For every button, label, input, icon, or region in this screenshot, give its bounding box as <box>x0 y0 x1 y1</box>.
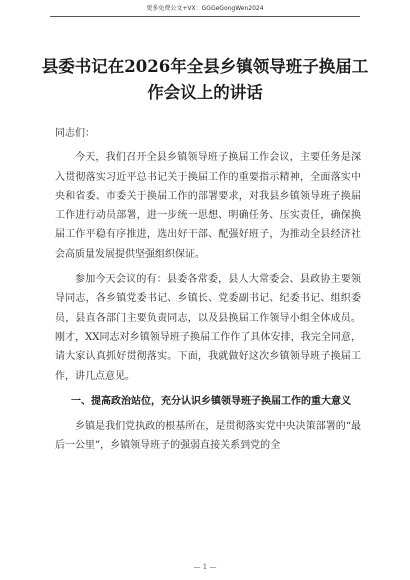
document-body <box>55 124 361 462</box>
header-note: 更多免费公文+VX：GGGeGongWen2024 <box>146 5 264 12</box>
section-heading: 一、提高政治站位，充分认识乡镇领导班子换届工作的重大意义 <box>71 395 351 407</box>
document-title: 县委书记在2026年全县乡镇领导班子换届工作会议上的讲话 <box>41 57 369 102</box>
paragraph-section-one: 乡镇是我们党执政的根基所在，是贯彻落实党中央决策部署的“最后一公里”，乡镇领导班子的强弱直接关系到党的全 <box>55 421 361 452</box>
greeting: 同志们： <box>55 128 95 139</box>
page-number: — 1 — <box>193 563 217 571</box>
paragraph-attendees: 参加今天会议的有：县委各常委，县人大常委会、县政协主要领导同志，各乡镇党委书记、乡镇长、党委副书记、纪委书记、组织委员，县直各部门主要负责同志，以及县换届工作领导小组全体成员。刚才，XX同志对乡镇领导班子换届工作作了具体安排，我完全同意，请大家认真抓好贯彻落实。下面，我就做好这次乡镇领导班子换届工作，讲几点意见。 <box>55 274 361 382</box>
paragraph-opening: 今天，我们召开全县乡镇领导班子换届工作会议，主要任务是深入贯彻落实习近平总书记关于换届工作的重要指示精神，全面落实中央和省委、市委关于换届工作的部署要求，对我县乡镇领导班子换届工作进行动员部署，进一步统一思想、明确任务、压实责任，确保换届工作平稳有序推进，选出好干部、配强好班子，为推动全县经济社会高质量发展提供坚强组织保证。 <box>55 152 361 260</box>
header-divider <box>50 16 360 17</box>
